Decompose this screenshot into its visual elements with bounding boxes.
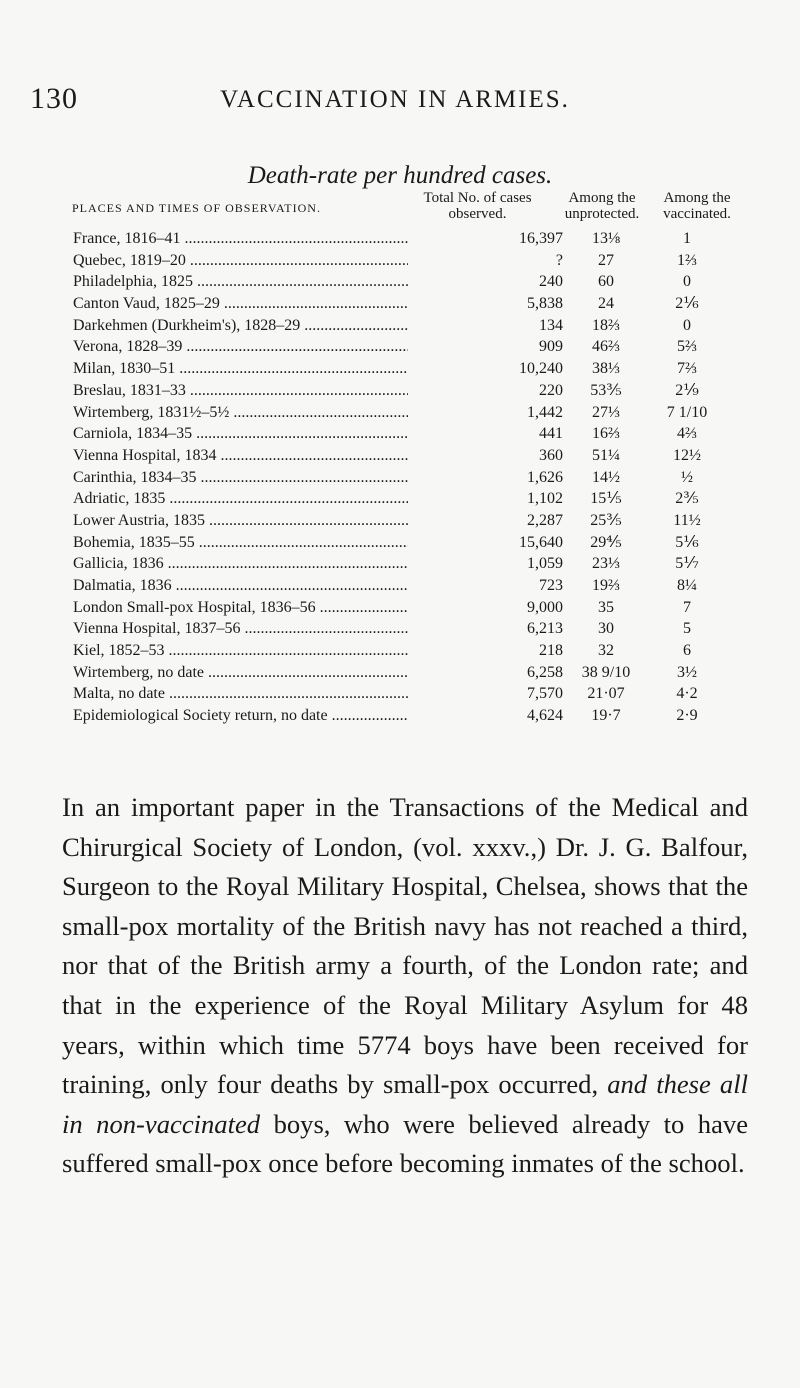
row-unprotected: 29⅘ [590,533,622,551]
row-unprotected: 25⅗ [590,511,622,529]
row-place: France, 1816–41 ..... [73,228,408,250]
row-place: Carinthia, 1834–35 ..... [73,467,408,489]
table-row [73,488,753,510]
row-place: Quebec, 1819–20 ..... [73,250,408,272]
table-title: Death-rate per hundred cases. [247,162,553,189]
row-vaccinated: 1 [683,230,691,247]
row-unprotected: 38 9/10 [581,663,631,681]
row-total: 15,640 [408,532,563,554]
table-row [73,293,753,315]
table-row [73,532,753,554]
column-header-unprotected: Among the unprotected. [564,190,640,222]
row-total: 1,442 [408,402,563,424]
row-total: ? [408,250,563,272]
table-row [73,228,753,250]
row-total: 360 [408,445,563,467]
row-unprotected: 32 [598,642,614,660]
row-unprotected: 60 [598,273,614,291]
row-place: Darkehmen (Durkheim's), 1828–29 ..... [73,315,408,337]
row-unprotected: 19·7 [591,707,621,725]
table-row [73,315,753,337]
table-row [73,423,753,445]
row-unprotected: 13⅛ [592,230,620,247]
row-vaccinated: 5⅔ [677,338,697,356]
row-place: London Small-pox Hospital, 1836–56 ..... [73,597,408,619]
table-row [73,575,753,597]
row-total: 220 [408,380,563,402]
row-place: Bohemia, 1835–55 ..... [73,532,408,554]
row-total: 9,000 [408,597,563,619]
row-vaccinated: 12½ [673,446,701,464]
row-vaccinated: 6 [683,642,691,660]
table-row [73,553,753,575]
row-vaccinated: 5⅙ [675,533,699,551]
row-total: 2,287 [408,510,563,532]
death-rate-table [73,228,753,727]
column-header-places: PLACES AND TIMES OF OBSERVATION. [72,201,321,215]
table-row [73,662,753,684]
row-place: Vienna Hospital, 1834 ..... [73,445,408,467]
row-place: Verona, 1828–39 ..... [73,336,408,358]
row-vaccinated: 8¼ [677,577,697,594]
paragraph-text-end: boys, who were believed already to have suffered small-pox once before becoming inmates of the school. [62,1108,748,1179]
row-place: Gallicia, 1836 ..... [73,553,408,575]
row-unprotected: 27 [598,251,614,269]
row-unprotected: 46⅔ [592,338,620,356]
row-place: Vienna Hospital, 1837–56 ..... [73,618,408,640]
row-unprotected: 19⅔ [592,577,620,594]
row-vaccinated: 7⅔ [677,360,697,378]
row-place: Epidemiological Society return, no date ..... [73,705,408,727]
row-total: 7,570 [408,683,563,705]
table-row [73,402,753,424]
row-vaccinated: 5⅐ [675,555,699,573]
row-unprotected: 30 [598,620,614,638]
row-unprotected: 27⅓ [592,403,620,421]
row-vaccinated: ½ [681,468,693,486]
row-vaccinated: 7 1/10 [666,403,708,421]
row-place: Canton Vaud, 1825–29 ..... [73,293,408,315]
row-total: 1,626 [408,467,563,489]
row-vaccinated: 0 [683,273,691,291]
row-unprotected: 51¼ [592,446,620,464]
table-row [73,380,753,402]
row-total: 6,213 [408,618,563,640]
row-vaccinated: 0 [683,316,691,334]
table-row [73,445,753,467]
paragraph-italic: and these all in non-vaccinated [62,1069,749,1139]
row-unprotected: 23⅓ [592,555,620,573]
row-unprotected: 35 [598,598,614,616]
body-paragraph [62,788,748,1184]
row-unprotected: 16⅔ [592,425,620,443]
table-row [73,510,753,532]
row-unprotected: 18⅔ [592,316,620,334]
row-vaccinated: 7 [683,598,691,616]
table-row [73,358,753,380]
row-total: 909 [408,336,563,358]
table-row [73,683,753,705]
table-row [73,467,753,489]
table-row [73,618,753,640]
row-total: 6,258 [408,662,563,684]
row-vaccinated: 2⅙ [675,295,699,313]
row-vaccinated: 2⅗ [675,490,699,508]
row-place: Kiel, 1852–53 ..... [73,640,408,662]
row-total: 441 [408,423,563,445]
table-row [73,640,753,662]
row-vaccinated: 2⅑ [675,381,699,399]
row-unprotected: 14½ [592,468,620,486]
row-place: Milan, 1830–51 ..... [73,358,408,380]
running-head: VACCINATION IN ARMIES. [220,86,570,113]
page-header [30,82,760,122]
row-place: Philadelphia, 1825 ..... [73,271,408,293]
row-place: Malta, no date ..... [73,683,408,705]
column-header-vaccinated: Among the vaccinated. [663,190,731,222]
row-vaccinated: 3½ [677,663,697,681]
row-place: Wirtemberg, no date ..... [73,662,408,684]
row-total: 240 [408,271,563,293]
row-total: 10,240 [408,358,563,380]
row-vaccinated: 4·2 [676,685,698,703]
row-total: 4,624 [408,705,563,727]
row-vaccinated: 1⅔ [677,251,697,269]
row-vaccinated: 2·9 [676,707,698,725]
row-vaccinated: 11½ [673,511,701,529]
page-number: 130 [30,82,78,115]
table-row [73,597,753,619]
row-place: Breslau, 1831–33 ..... [73,380,408,402]
row-total: 134 [408,315,563,337]
row-total: 1,059 [408,553,563,575]
row-place: Carniola, 1834–35 ..... [73,423,408,445]
column-header-total: Total No. of cases observed. [423,190,532,222]
table-row [73,250,753,272]
row-place: Dalmatia, 1836 ..... [73,575,408,597]
row-unprotected: 15⅕ [590,490,622,508]
row-unprotected: 24 [598,295,614,313]
table-row [73,705,753,727]
row-unprotected: 21·07 [587,685,625,703]
row-total: 218 [408,640,563,662]
paragraph-text: In an important paper in the Transactions of the Medical and Chirurgical Society of London, (vol. xxxv.,) Dr. J. G. Balfour, Surgeon to the Royal Military Hospital, Chelsea, shows that the small-pox mortality of the British navy has not reached a third, nor that of the British army a fourth, of the London rate; and that in the experience of the Royal Military Asylum for 48 years, within which time 5774 boys have been received for training, only four deaths by small-pox occurred, [62,792,748,1100]
table-row [73,271,753,293]
row-total: 1,102 [408,488,563,510]
table-row [73,336,753,358]
row-total: 5,838 [408,293,563,315]
row-vaccinated: 5 [683,620,691,638]
row-place: Wirtemberg, 1831½–5½ ..... [73,402,408,424]
row-unprotected: 38⅓ [592,360,620,378]
row-place: Lower Austria, 1835 ..... [73,510,408,532]
row-total: 16,397 [408,228,563,250]
row-place: Adriatic, 1835 ..... [73,488,408,510]
row-vaccinated: 4⅔ [677,425,697,443]
row-total: 723 [408,575,563,597]
row-unprotected: 53⅗ [590,381,622,399]
